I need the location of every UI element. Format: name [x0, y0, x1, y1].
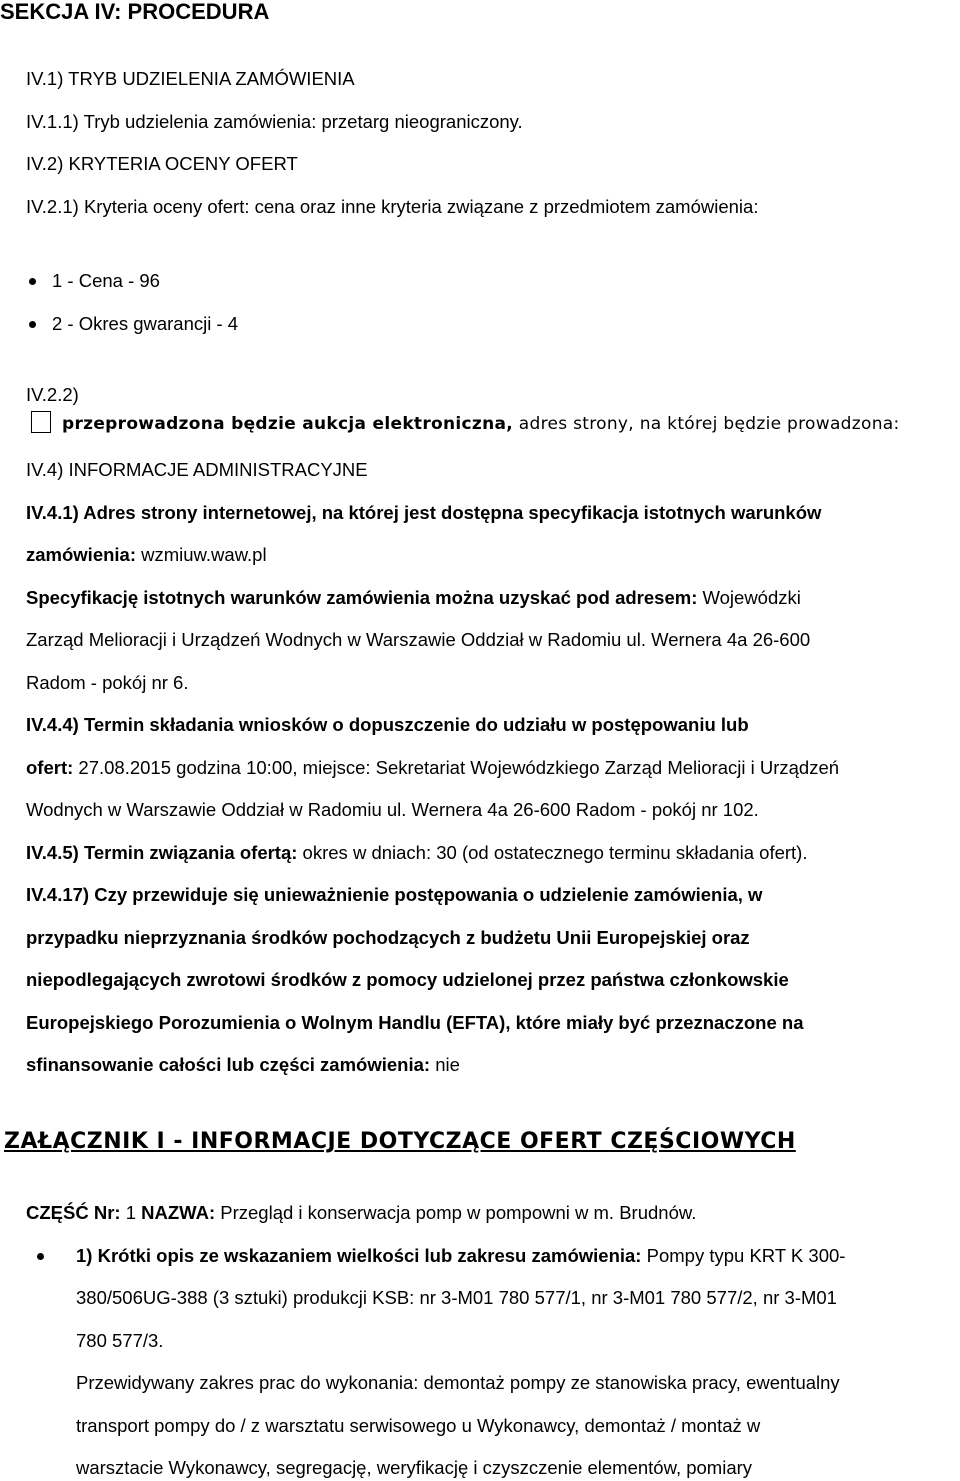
iv11-line — [26, 111, 523, 133]
iv44-value: 27.08.2015 godzina 10:00, miejsce: Sekretariat Wojewódzkiego Zarząd Melioracji i Urządzeń — [73, 757, 840, 778]
part-desc-line6: warsztacie Wykonawcy, segregację, weryfikację i czyszczenie elementów, pomiary — [76, 1457, 753, 1478]
iv44-label2: ofert: — [26, 757, 74, 778]
iv417-last-line — [26, 1054, 460, 1076]
spec-line3: Radom - pokój nr 6. — [26, 672, 189, 693]
auction-checkbox-text — [62, 413, 900, 435]
part-desc-line3: 780 577/3. — [76, 1330, 164, 1351]
iv44-line2 — [26, 757, 839, 779]
auction-checkbox-label: przeprowadzona będzie aukcja elektroniczna, — [62, 414, 514, 434]
part-desc-line2: 380/506UG-388 (3 sztuki) produkcji KSB: nr 3-M01 780 577/1, nr 3-M01 780 577/2, nr 3-M01 — [76, 1287, 837, 1308]
section-heading: SEKCJA IV: PROCEDURA — [0, 0, 270, 24]
iv21-value: cena oraz inne kryteria związane z przedmiotem zamówienia: — [249, 196, 759, 217]
bullet-icon — [29, 278, 36, 285]
iv41-label2: zamówienia: — [26, 544, 136, 565]
iv417-text: Europejskiego Porozumienia o Wolnym Handlu (EFTA), które miały być przeznaczone na — [26, 1012, 804, 1033]
criterion-item: 1 - Cena - 96 — [52, 270, 160, 291]
part-desc-value: Pompy typu KRT K 300- — [641, 1245, 846, 1266]
iv417-answer: nie — [430, 1054, 460, 1075]
part-nr-label: CZĘŚĆ Nr: — [26, 1202, 121, 1223]
iv417-text: IV.4.17) Czy przewiduje się unieważnienie postępowania o udzielenie zamówienia, w — [26, 884, 763, 905]
iv22-label: IV.2.2) — [26, 384, 79, 405]
iv44-line3: Wodnych w Warszawie Oddział w Radomiu ul. Wernera 4a 26-600 Radom - pokój nr 102. — [26, 799, 759, 820]
iv1-heading: IV.1) TRYB UDZIELENIA ZAMÓWIENIA — [26, 68, 355, 89]
part-name-value: Przegląd i konserwacja pomp w pompowni w m. Brudnów. — [215, 1202, 697, 1223]
part-line — [26, 1202, 696, 1224]
spec-value: Wojewódzki — [697, 587, 801, 608]
iv417-text: niepodlegających zwrotowi środków z pomocy udzielonej przez państwa członkowskie — [26, 969, 789, 990]
iv4-heading: IV.4) INFORMACJE ADMINISTRACYJNE — [26, 459, 368, 480]
iv11-value: przetarg nieograniczony. — [316, 111, 523, 132]
auction-checkbox-rest: adres strony, na której będzie prowadzona: — [513, 414, 900, 434]
part-desc-line4: Przewidywany zakres prac do wykonania: demontaż pompy ze stanowiska pracy, ewentualny — [76, 1372, 840, 1393]
iv45-label: IV.4.5) Termin związania ofertą: — [26, 842, 298, 863]
iv417-line — [26, 884, 762, 906]
spec-line2: Zarząd Melioracji i Urządzeń Wodnych w Warszawie Oddział w Radomiu ul. Wernera 4a 26-600 — [26, 629, 811, 650]
iv45-value: okres w dniach: 30 (od ostatecznego terminu składania ofert). — [297, 842, 808, 863]
part-name-label: NAZWA: — [141, 1202, 216, 1223]
part-desc-line1 — [76, 1245, 845, 1267]
iv21-label: IV.2.1) Kryteria oceny ofert: — [26, 196, 250, 217]
criterion-item: 2 - Okres gwarancji - 4 — [52, 313, 239, 334]
spec-line1 — [26, 587, 801, 609]
iv417-text: przypadku nieprzyznania środków pochodzących z budżetu Unii Europejskiej oraz — [26, 927, 750, 948]
iv417-line — [26, 927, 750, 949]
iv2-heading: IV.2) KRYTERIA OCENY OFERT — [26, 153, 298, 174]
iv417-line — [26, 969, 789, 991]
iv41-label: IV.4.1) Adres strony internetowej, na której jest dostępna specyfikacja istotnych warunków — [26, 502, 822, 523]
bullet-icon — [37, 1253, 44, 1260]
iv45-line — [26, 842, 807, 864]
iv44-label: IV.4.4) Termin składania wniosków o dopuszczenie do udziału w postępowaniu lub — [26, 714, 749, 735]
part-desc-label: 1) Krótki opis ze wskazaniem wielkości lub zakresu zamówienia: — [76, 1245, 642, 1266]
iv417-last-label: sfinansowanie całości lub części zamówienia: — [26, 1054, 431, 1075]
part-nr-value: 1 — [120, 1202, 142, 1223]
part-desc-line5: transport pompy do / z warsztatu serwisowego u Wykonawcy, demontaż / montaż w — [76, 1415, 761, 1436]
iv44-line1 — [26, 714, 749, 736]
bullet-icon — [29, 321, 36, 328]
spec-label: Specyfikację istotnych warunków zamówienia można uzyskać pod adresem: — [26, 587, 698, 608]
iv417-line — [26, 1012, 803, 1034]
iv41-line1 — [26, 502, 821, 524]
iv21-line — [26, 196, 758, 218]
iv41-url: wzmiuw.waw.pl — [136, 544, 267, 565]
iv11-label: IV.1.1) Tryb udzielenia zamówienia: — [26, 111, 317, 132]
iv41-line2 — [26, 544, 267, 566]
auction-checkbox[interactable] — [31, 411, 51, 433]
annex-heading: ZAŁĄCZNIK I - INFORMACJE DOTYCZĄCE OFERT CZĘŚCIOWYCH — [4, 1129, 796, 1154]
